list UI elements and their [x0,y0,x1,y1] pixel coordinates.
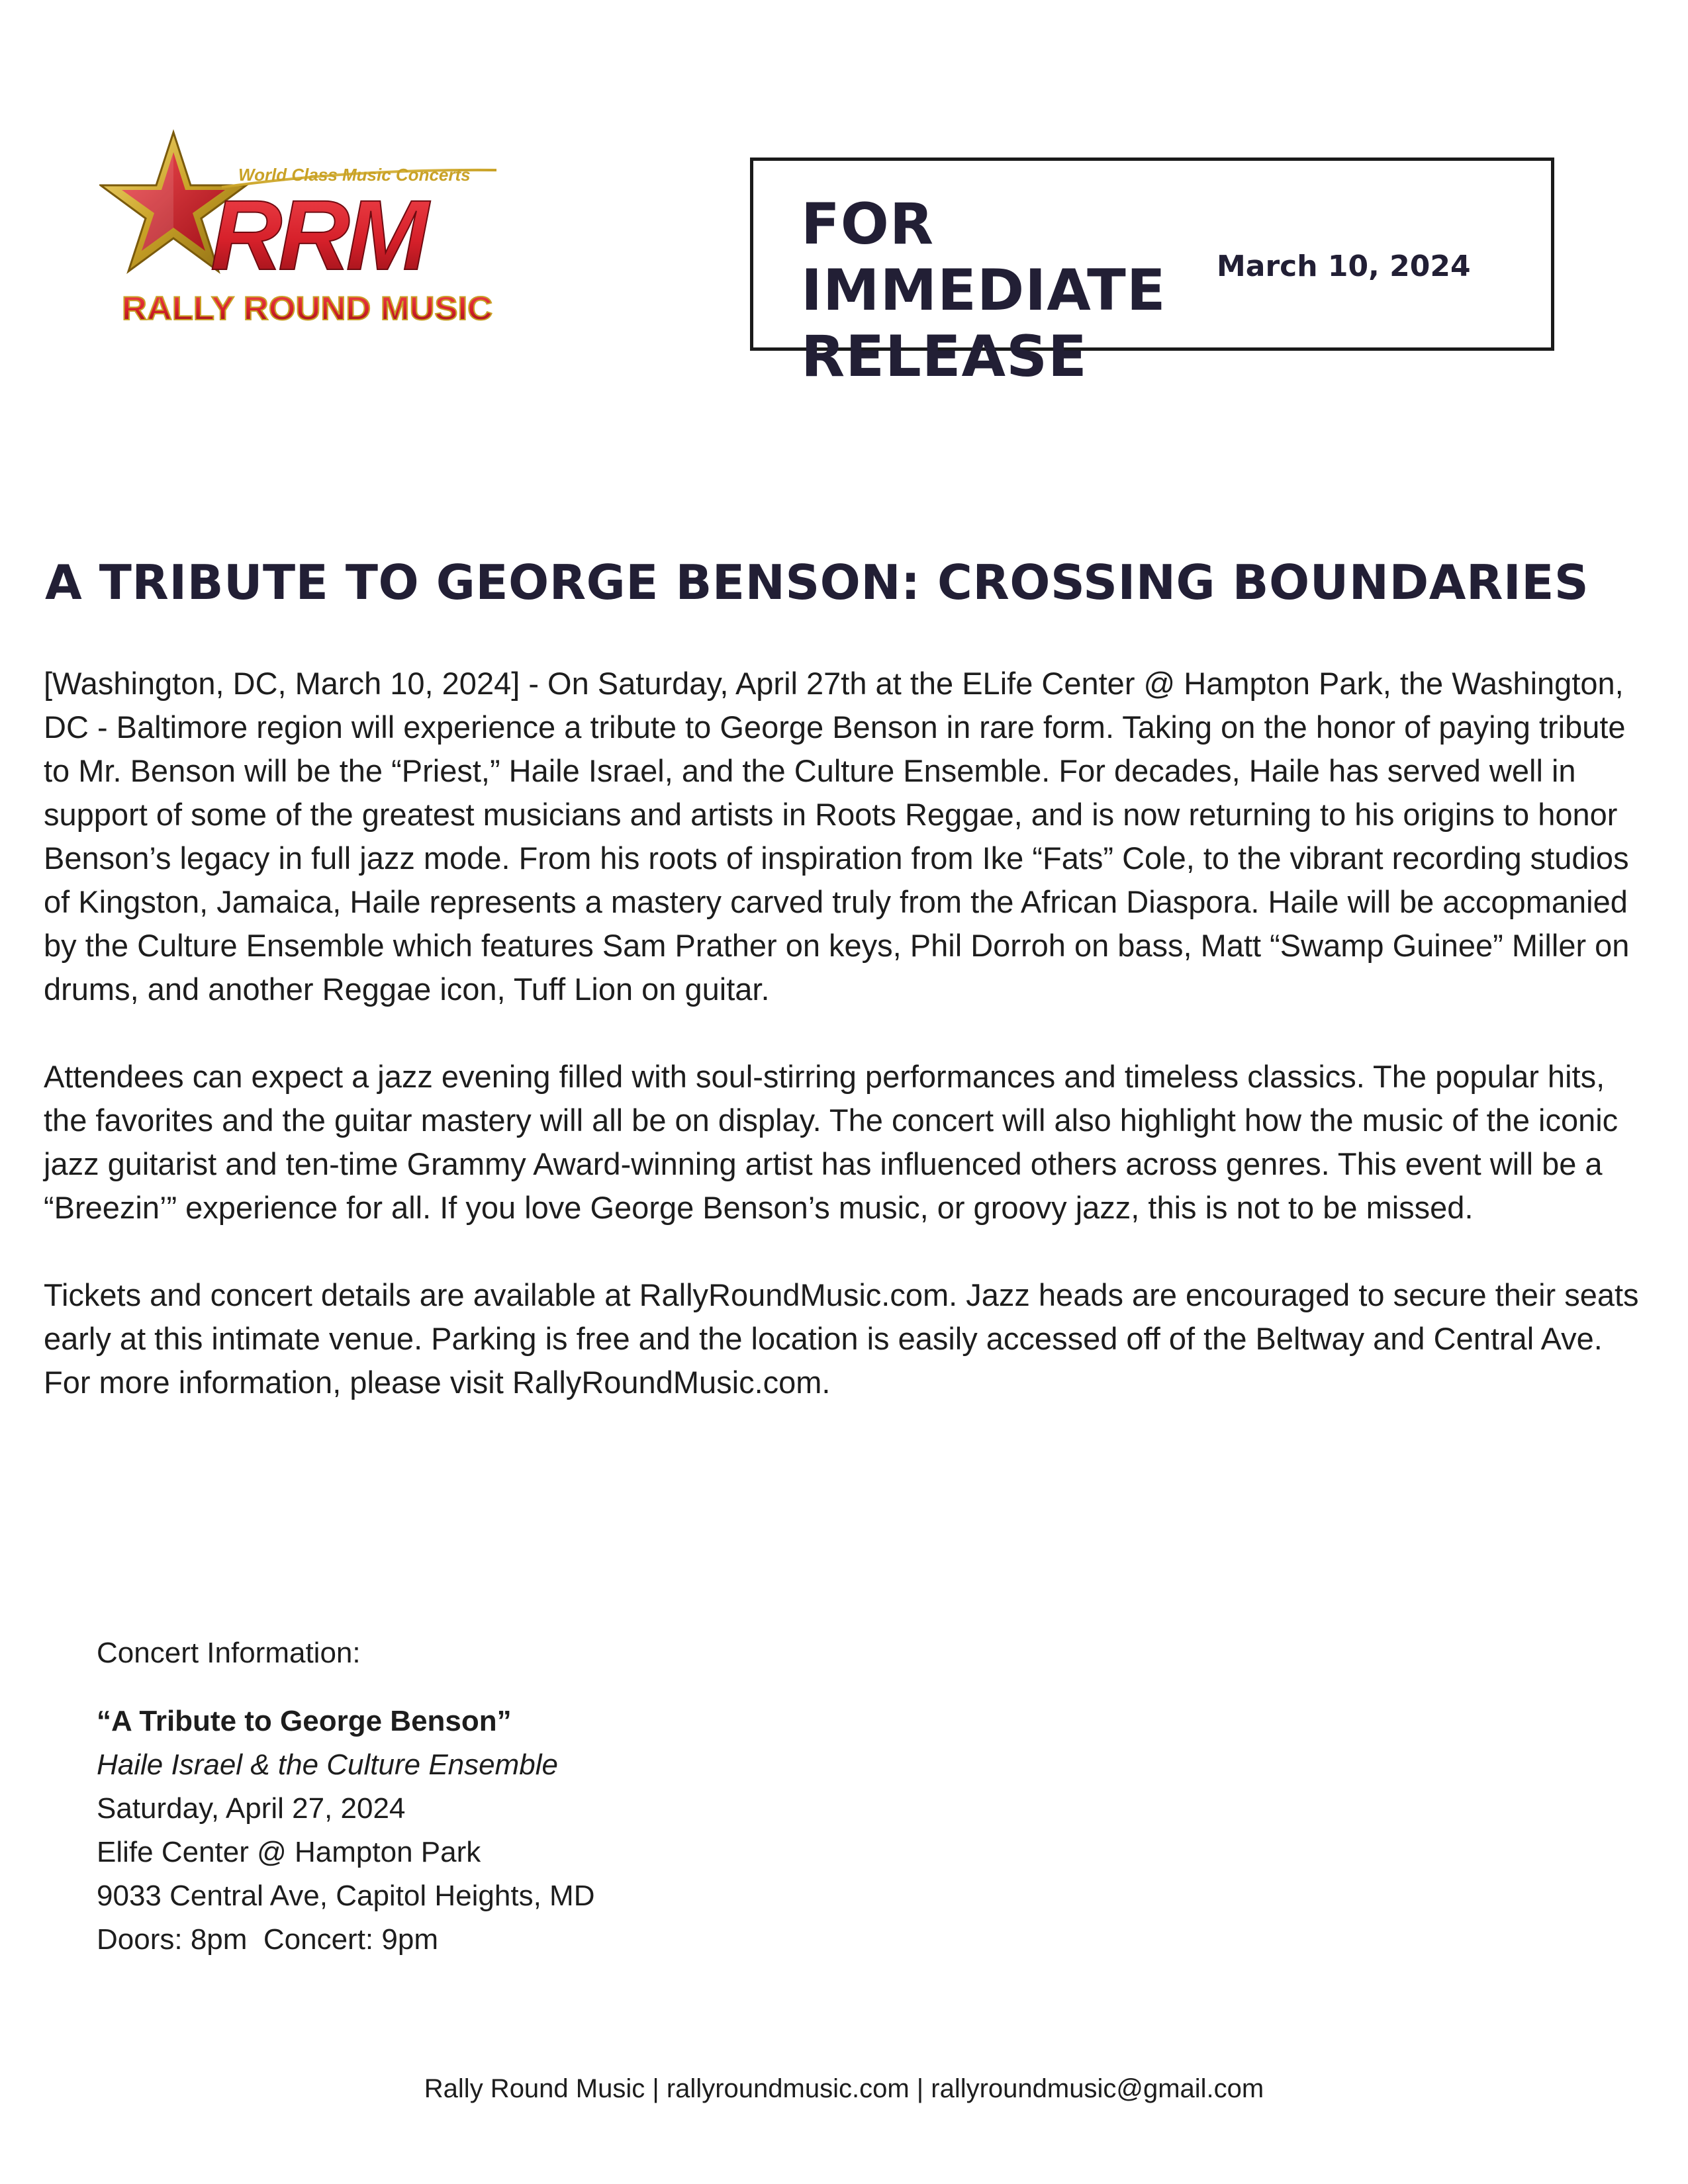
logo-name: RALLY ROUND MUSIC [122,290,492,327]
body-paragraph-1: [Washington, DC, March 10, 2024] - On Saturday, April 27th at the ELife Center @ Hampton Park, the Washington, DC - Baltimore region will experience a tribute to George Benson in rare form. Taking on the honor of paying tribute to Mr. Benson will be the “Priest,” Haile Israel, and the Culture Ensemble. For decades, Haile has served well in support of some of the greatest musicians and artists in Roots Reggae, and is now returning to his origins to honor Benson’s legacy in full jazz mode. From his roots of inspiration from Ike “Fats” Cole, to the vibrant recording studios of Kingston, Jamaica, Haile represents a mastery carved truly from the African Diaspora. Haile will be accopmanied by the Culture Ensemble which features Sam Prather on keys, Phil Dorroh on bass, Matt “Swamp Guinee” Miller on drums, and another Reggae icon, Tuff Lion on guitar. [44,666,1630,1007]
logo-tagline: World Class Music Concerts [238,165,471,185]
press-release-body [44,662,1646,1448]
release-date: March 10, 2024 [1217,250,1471,283]
headline: A TRIBUTE TO GEORGE BENSON: CROSSING BOUNDARIES [45,555,1589,610]
rally-round-music-logo [99,122,523,341]
footer-contact: Rally Round Music | rallyroundmusic.com | rallyroundmusic@gmail.com [424,2074,1264,2103]
concert-title: “A Tribute to George Benson” [97,1705,512,1737]
release-label: FOR IMMEDIATE RELEASE [801,191,1166,390]
body-paragraph-3: Tickets and concert details are available at RallyRoundMusic.com. Jazz heads are encouraged to secure their seats early at this intimate venue. Parking is free and the location is easily accessed off of the Beltway and Central Ave. For more information, please visit RallyRoundMusic.com. [44,1277,1639,1400]
concert-address: 9033 Central Ave, Capitol Heights, MD [97,1880,595,1912]
concert-artist: Haile Israel & the Culture Ensemble [97,1749,558,1781]
concert-date: Saturday, April 27, 2024 [97,1792,406,1825]
concert-information [97,1632,1023,1962]
logo-letters: RRM [211,179,425,291]
body-paragraph-2: Attendees can expect a jazz evening filled with soul-stirring performances and timeless classics. The popular hits, the favorites and the guitar mastery will all be on display. The concert will also highlight how the music of the iconic jazz guitarist and ten-time Grammy Award-winning artist has influenced others across genres. This event will be a “Breezin’” experience for all. If you love George Benson’s music, or groovy jazz, this is not to be missed. [44,1059,1618,1225]
concert-times: Doors: 8pm Concert: 9pm [97,1923,438,1956]
concert-venue: Elife Center @ Hampton Park [97,1836,481,1868]
concert-info-heading: Concert Information: [97,1637,361,1669]
logo-graphic [99,122,523,341]
release-box [750,158,1554,390]
